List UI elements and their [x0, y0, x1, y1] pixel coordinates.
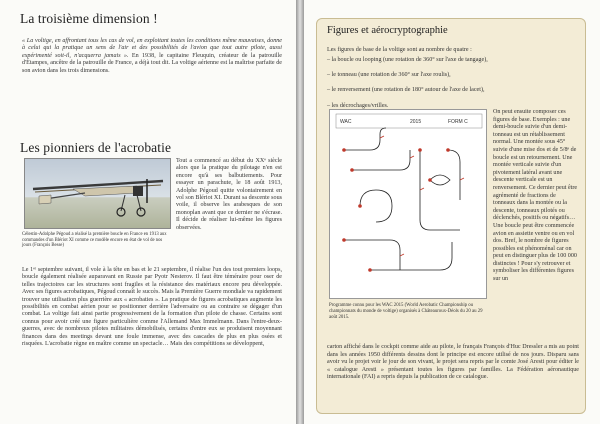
intro-rest: En 1938, le capitaine Fleuquin, créateur de la patrouille d'Étampes, ancêtre de la patrouille de France, a déjà tout dit.	[22, 52, 282, 67]
figures-sidebar-box	[316, 18, 586, 414]
diagram-markers	[342, 148, 450, 272]
left-page	[0, 0, 296, 424]
aresti-diagram	[329, 109, 487, 299]
body-column-wide: Le 1ᵉʳ septembre suivant, il vole à la tête en bas et le 21 septembre, il réalise l'un des tout premiers loops, boucle également réalisée auparavant en Russie par Pyotr Nesterov. Il faut être téméraire pour oser de telles trajectoires car les structures sont fragiles et la résistance des matériaux encore peu développée. Avec ses figures acrobatiques, Pégoud connaît le succès. Mais la Première Guerre mondiale va rapidement trouver une utilisation plus guerrière aux « acrobaties ». La pratique de figures acrobatiques augmente les possibilités en combat aérien pour se positionner derrière l'adversaire ou au contraire se dégager d'un combat. La voltige fait ainsi partie progressivement de la formation d'un pilote de chasse. Certains sont connus pour avoir créé une figure particulière comme l'Allemand Max Immelmann. Dans l'entre-deux-guerres, avec de nombreux pilotes militaires démobilisés, certains d'entre eux se produisent moyennant finances dans des meetings devant une foule immense, avec des cascades de plus en plus osées et risquées. L'acrobatie règne en maître comme un spectacle… Mais des compétitions se développent,	[22, 267, 282, 348]
box-body-wide: carton affiché dans le cockpit comme aide au pilote, le français François d'Huc Dressler a mis au point dans les années 1950 différents dessins dont le principe est encore utilisé de nos jours. Disparu sans avoir vu le projet voir le jour de son vivant, le projet sera repris par le comte José Aresti pour éditer le « catalogue Aresti » présentant toutes les figures par familles. La Fédération aéronautique internationale (FAI) a repris depuis la publication de ce catalogue.	[327, 344, 579, 381]
diagram-header-left: WAC	[340, 119, 352, 125]
intro-paragraph	[22, 38, 282, 75]
book-gutter	[296, 0, 304, 424]
photo-caption: Célestin-Adolphe Pégoud a réalisé la première boucle en France en 1913 aux commandes d'un Blériot XI comme ce modèle encore en état de vol de nos jours (François Besse)	[22, 232, 167, 249]
intro-quote: « La voltige, en affrontant tous les cas de vol, en exploitant toutes les conditions même mauvaises, donne à celui qui la pratique un sens de l'air et des possibilités de l'avion que tout autre pilote, aussi expérimenté soit-il, n'acquerra jamais ».	[22, 38, 282, 59]
diagram-header-right: FORM C	[448, 119, 468, 125]
monoplane-illustration	[25, 159, 171, 229]
list-item: – les décrochages/vrilles.	[327, 102, 389, 109]
list-item: – le renversement (une rotation de 180° autour de l'axe de lacet),	[327, 87, 485, 94]
diagram-header-mid: 2015	[410, 119, 422, 125]
page-title: La troisième dimension !	[20, 11, 158, 26]
box-body-column: On peut ensuite composer ces figures de base. Exemples : une demi-boucle suivie d'un demi-tonneau est un rétablissement normal. Une montée sous 45° suivie d'une mise dos et de 5/8ᵉ de boucle est un retournement. Une montée verticale suivie d'un pivotement latéral avant une descente verticale est un renversement. Ce dernier peut être agrémenté de fractions de tonneaux dans la montée ou la descente, tonneaux pilotés ou déclenchés, positifs ou négatifs… Une boucle peut être commencée avion en assiette ventre ou en vol dos. Bref, le nombre de figures possibles est phénoménal car on peut en distinguer plus de 100 000 distinctes ! Pour s'y retrouver et symboliser les différentes figures sur un	[493, 109, 578, 283]
box-title: Figures et aérocryptographie	[327, 25, 448, 36]
aresti-sequence-drawing	[330, 110, 488, 300]
section-title: Les pionniers de l'acrobatie	[20, 140, 172, 155]
list-item: – la boucle ou looping (une rotation de 360° sur l'axe de tangage),	[327, 57, 488, 63]
bleriot-photo	[24, 158, 171, 229]
box-intro: Les figures de base de la voltige sont au nombre de quatre :	[327, 47, 472, 53]
diagram-caption: Programme connu pour les WAC 2015 (World Aerobatic Championship ou championnats du monde de voltige) organisés à Châteauroux-Déols du 20 au 29 août 2015.	[329, 303, 483, 320]
intro-last: La voltige aérienne est la maîtrise parfaite de son avion dans les trois dimensions.	[22, 60, 282, 74]
body-column-narrow: Tout a commencé au début du XXᵉ siècle alors que la pratique du pilotage n'en est encore qu'à ses balbutiements. Pour essayer un parachute, le 18 août 1913, Adolphe Pégoud quitte volontairement en vol son Blériot XI. Durant sa descente sous voile, il observe les arabesques de son monoplan avant que ce dernier ne s'écrase. Il décide de réaliser lui-même les figures observées.	[176, 158, 282, 231]
list-item: – le tonneau (une rotation de 360° sur l'axe roulis),	[327, 72, 451, 79]
